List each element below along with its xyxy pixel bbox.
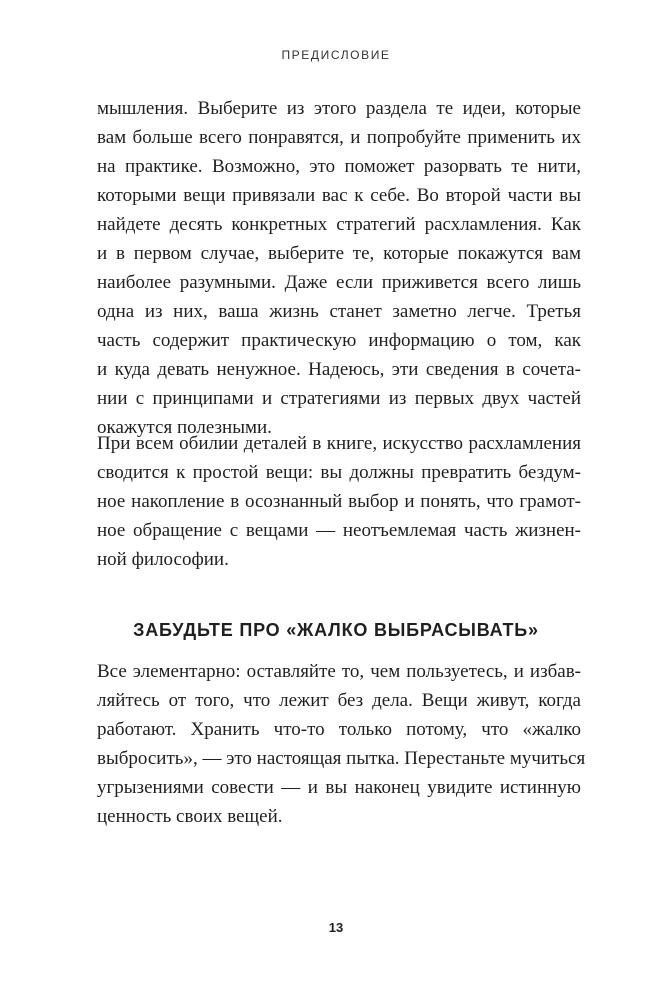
text-line: и куда девать ненужное. Надеюсь, эти сведения в сочета- [97, 359, 581, 380]
body-paragraph [97, 429, 581, 574]
text-line: на практике. Возможно, это поможет разорвать те нити, [97, 156, 581, 177]
text-line: ное обращение с вещами — неотъемлемая часть жизнен- [97, 520, 581, 541]
text-line: вам больше всего понравятся, и попробуйте применить их [97, 127, 581, 148]
text-line: найдете десять конкретных стратегий расхламления. Как [97, 214, 581, 235]
text-line: При всем обилии деталей в книге, искусство расхламления [97, 433, 581, 454]
text-line: одна из них, ваша жизнь станет заметно легче. Третья [97, 301, 581, 322]
body-paragraph [97, 94, 581, 442]
text-line: и в первом случае, выберите те, которые покажутся вам [97, 243, 581, 264]
text-line: ценность своих вещей. [97, 806, 283, 827]
text-line: нии с принципами и стратегиями из первых двух частей [97, 388, 581, 409]
text-line: ной философии. [97, 549, 229, 570]
text-line: которыми вещи привязали вас к себе. Во второй части вы [97, 185, 581, 206]
section-heading: ЗАБУДЬТЕ ПРО «ЖАЛКО ВЫБРАСЫВАТЬ» [133, 620, 539, 640]
text-line: часть содержит практическую информацию о том, как [97, 330, 581, 351]
text-line: сводится к простой вещи: вы должны превратить бездум- [97, 462, 581, 483]
text-line: наиболее разумными. Даже если приживется всего лишь [97, 272, 581, 293]
text-line: угрызениями совести — и вы наконец увидите истинную [97, 777, 581, 798]
text-line: ляйтесь от того, что лежит без дела. Вещи живут, когда [97, 690, 581, 711]
text-line: окажутся полезными. [97, 417, 272, 438]
text-line: выбросить», — это настоящая пытка. Перестаньте мучиться [97, 748, 586, 769]
running-header: ПРЕДИСЛОВИЕ [281, 48, 391, 62]
text-line: ное накопление в осознанный выбор и понять, что грамот- [97, 491, 581, 512]
text-line: Все элементарно: оставляйте то, чем пользуетесь, и избав- [97, 661, 581, 682]
text-line: работают. Хранить что-то только потому, что «жалко [97, 719, 581, 740]
section-paragraph [97, 657, 586, 831]
text-line: мышления. Выберите из этого раздела те идеи, которые [97, 98, 581, 119]
page-number: 13 [328, 920, 344, 935]
